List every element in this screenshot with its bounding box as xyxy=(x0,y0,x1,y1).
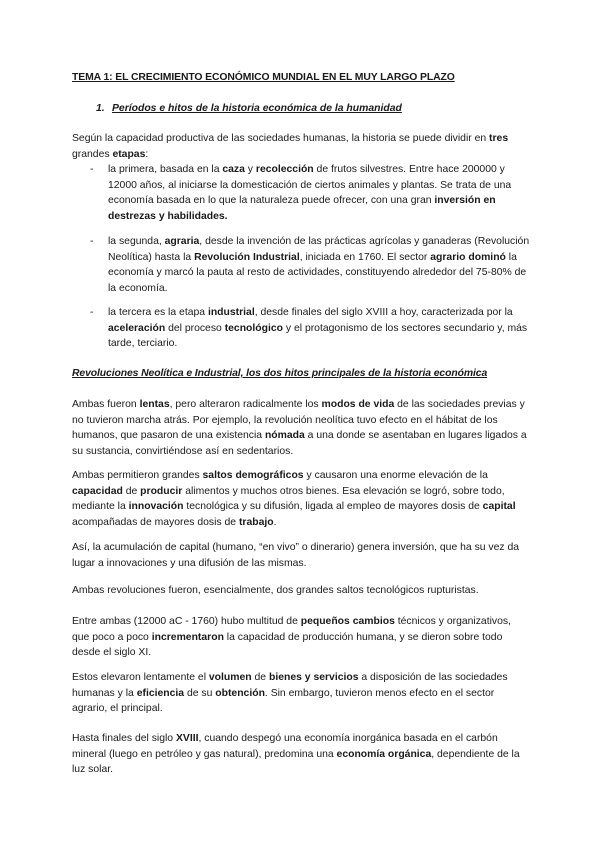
section-1-number: 1. xyxy=(96,103,105,114)
text-run: grandes xyxy=(72,148,113,160)
bold-run: economía orgánica xyxy=(336,748,432,760)
bold-run: lentas xyxy=(139,399,170,410)
bold-run: volumen xyxy=(208,672,252,683)
bold-run: producir xyxy=(140,485,183,497)
paragraph-7 xyxy=(72,731,530,778)
text-run: . Sin embargo, tuvieron menos efecto en el sector agrario, el principal. xyxy=(72,687,495,714)
bold-run: eficiencia xyxy=(136,687,185,699)
text-run: Según la capacidad productiva de las sociedades humanas, la historia se puede dividir en xyxy=(72,133,490,144)
bold-run: tres xyxy=(489,133,509,144)
text-run: Ambas permitieron grandes xyxy=(72,470,203,481)
text-run: Ambas revoluciones fueron, esencialmente, dos grandes saltos tecnológicos rupturistas. xyxy=(72,585,479,596)
bold-run: saltos demográficos xyxy=(202,470,304,481)
text-run: Así, la acumulación de capital (humano, “en vivo” o dinerario) genera inversión, que ha su vez da lugar a innovaciones y una difusión de las mismas. xyxy=(72,542,520,569)
bullet-item-1 xyxy=(90,162,530,224)
paragraph-6 xyxy=(72,670,530,717)
text-run: Ambas fueron xyxy=(72,399,140,410)
text-run: acompañadas de mayores dosis de xyxy=(72,516,239,528)
document-title: TEMA 1: EL CRECIMIENTO ECONÓMICO MUNDIAL EN EL MUY LARGO PLAZO xyxy=(72,72,455,83)
text-run: y el protagonismo de los sectores secundario y, más tarde, terciario. xyxy=(108,322,528,349)
bold-run: nómada xyxy=(264,430,305,441)
text-run: de frutos silvestres. Entre hace 200000 y 12000 años, al iniciarse la domesticación de ciertos animales y plantas. Se trata de una economía basada en lo que la naturaleza puede ofrecer, con una gran xyxy=(108,164,512,206)
text-run: , iniciada en 1760. El sector xyxy=(299,251,431,263)
bold-run: industrial xyxy=(207,307,255,318)
bullet-text xyxy=(108,234,530,296)
bullet-dash: - xyxy=(90,236,94,247)
text-run: a una donde se asentaban en lugares ligados a su sustancia, convirtiéndose así en sedentarios. xyxy=(72,430,527,457)
text-run: , cuando despegó una economía inorgánica basada en el carbón mineral (luego en petróleo y gas natural), predomina una xyxy=(72,733,498,760)
section-1-heading xyxy=(96,101,526,117)
text-run: y causaron una enorme elevación de la xyxy=(303,470,488,481)
bold-run: capacidad xyxy=(72,485,123,497)
bold-run: trabajo xyxy=(238,516,274,528)
bold-run: incrementaron xyxy=(151,631,224,643)
bullet-text xyxy=(108,305,530,352)
text-run: técnicos y organizativos, que poco a poco xyxy=(72,616,511,643)
paragraph-3 xyxy=(72,540,530,571)
bullet-dash: - xyxy=(90,307,94,318)
text-run: , dependiente de la luz solar. xyxy=(72,748,520,775)
section-1-title: Períodos e hitos de la historia económica de la humanidad xyxy=(112,103,402,114)
text-run: : xyxy=(145,148,149,160)
text-run: de xyxy=(122,485,141,497)
text-run: la economía y marcó la pauta al resto de actividades, constituyendo alrededor del 75-80% de la economía. xyxy=(108,251,527,294)
bold-run: agraria xyxy=(164,236,200,247)
text-run: de xyxy=(251,672,269,683)
bold-run: innovación xyxy=(128,501,184,512)
text-run: la capacidad de producción humana, y se dieron sobre todo desde el siglo XI. xyxy=(72,631,503,658)
text-run: , desde finales del siglo XVIII a hoy, caracterizada por la xyxy=(254,307,513,318)
bold-run: modos de vida xyxy=(321,399,395,410)
bold-run: tecnológico xyxy=(224,322,283,334)
text-run: la segunda, xyxy=(108,236,165,247)
bold-run: agrario dominó xyxy=(430,251,506,263)
bold-run: pequeños cambios xyxy=(300,616,395,627)
bold-run: bienes y servicios xyxy=(268,672,359,683)
text-run: la primera, basada en la xyxy=(108,164,223,175)
paragraph-2 xyxy=(72,468,530,530)
bullet-item-2 xyxy=(90,234,530,296)
bold-run: etapas xyxy=(112,148,146,160)
bold-run: obtención xyxy=(215,687,265,699)
section-2-heading: Revoluciones Neolítica e Industrial, los dos hitos principales de la historia económica xyxy=(72,368,488,379)
text-run: a disposición de las sociedades humanas y la xyxy=(72,672,508,699)
bold-run: aceleración xyxy=(108,322,166,334)
text-run: . xyxy=(273,516,277,528)
paragraph-1 xyxy=(72,397,530,459)
bullet-dash: - xyxy=(90,164,94,175)
bold-run: XVIII xyxy=(175,733,199,744)
text-run: , desde la invención de las prácticas agrícolas y ganaderas (Revolución Neolítica) hasta la xyxy=(108,236,530,263)
bold-run: capital xyxy=(482,501,516,512)
bold-run: Revolución Industrial xyxy=(194,251,300,263)
text-run: Estos elevaron lentamente el xyxy=(72,672,209,683)
bold-run: recolección xyxy=(255,164,314,175)
text-run: Entre ambas (12000 aC - 1760) hubo multitud de xyxy=(72,616,301,627)
text-run: tecnológica y su difusión, ligada al empleo de mayores dosis de xyxy=(183,501,483,512)
text-run: y xyxy=(244,164,256,175)
text-run: del proceso xyxy=(165,322,225,334)
bold-run: caza xyxy=(222,164,245,175)
text-run: , pero alteraron radicalmente los xyxy=(169,399,322,410)
text-run: de las sociedades previas y no tuvieron marcha atrás. Por ejemplo, la revolución neolítica tuvo efecto en el hábitat de los humanos, que pasaron de una existencia xyxy=(72,399,525,441)
bullet-text xyxy=(108,162,530,224)
text-run: Hasta finales del siglo xyxy=(72,733,176,744)
intro-paragraph xyxy=(72,131,530,162)
bullet-item-3 xyxy=(90,305,530,352)
paragraph-5 xyxy=(72,614,530,661)
text-run: alimentos y muchos otros bienes. Esa elevación se logró, sobre todo, mediante la xyxy=(72,485,505,512)
text-run: la tercera es la etapa xyxy=(108,307,208,318)
bold-run: inversión en destrezas y habilidades. xyxy=(108,195,496,222)
paragraph-4 xyxy=(72,583,530,599)
text-run: de su xyxy=(184,687,216,699)
